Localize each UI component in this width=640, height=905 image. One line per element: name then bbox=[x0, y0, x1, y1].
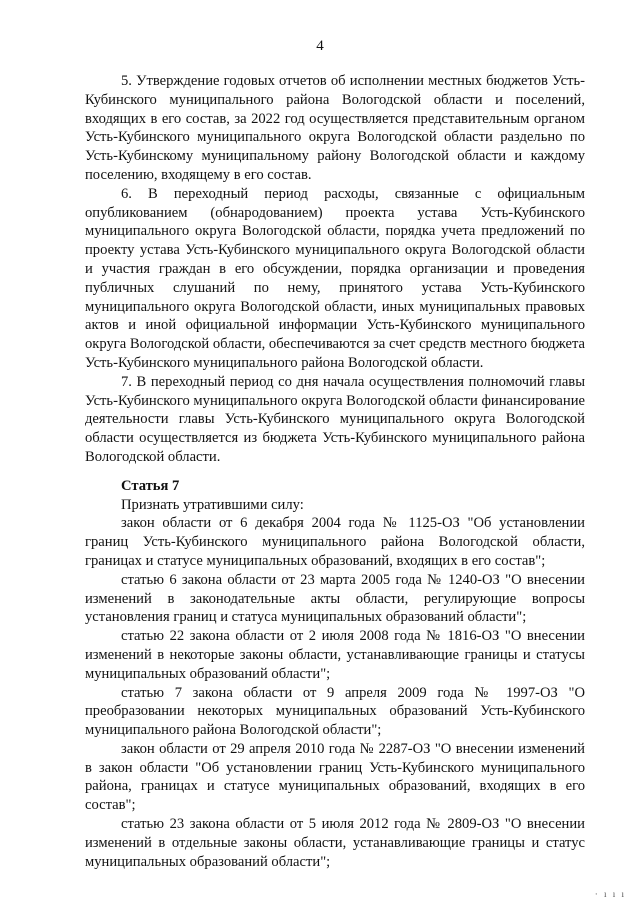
repealed-item: статью 23 закона области от 5 июля 2012 года № 2809-ОЗ "О внесении изменений в отдельные законы области, устанавливающие границы и статус муниципальных образований области"; bbox=[85, 816, 585, 870]
article-heading: Статья 7 bbox=[121, 477, 180, 494]
repealed-item: закон области от 6 декабря 2004 года № 1125-ОЗ "Об установлении границ Усть-Кубинского муниципального района Вологодской области, границах и статусе муниципальных образований, входящих в его состав"; bbox=[85, 515, 585, 569]
document-body bbox=[85, 72, 585, 871]
page-number: 4 bbox=[316, 38, 324, 54]
repealed-item: закон области от 29 апреля 2010 года № 2287-ОЗ "О внесении изменений в закон области "Об установлении границ Усть-Кубинского муниципального района, границах и статусе муниципальных образований, входящих в его состав"; bbox=[85, 740, 585, 814]
repealed-item: статью 7 закона области от 9 апреля 2009 года № 1997-ОЗ "О преобразовании некоторых муниципальных образований Усть-Кубинского муниципального района Вологодской области"; bbox=[85, 684, 585, 739]
paragraph-7: 7. В переходный период со дня начала осуществления полномочий главы Усть-Кубинского муниципального округа Вологодской области финансирование деятельности главы Усть-Кубинского муниципального округа Вологодской области осуществляется из бюджета Усть-Кубинского муниципального района Вологодской области. bbox=[85, 373, 585, 465]
article-intro: Признать утратившими силу: bbox=[121, 496, 304, 513]
repealed-item: статью 22 закона области от 2 июля 2008 года № 1816-ОЗ "О внесении изменений в некоторые законы области, устанавливающие границы и статусы муниципальных образований области"; bbox=[85, 628, 585, 682]
paragraph-6: 6. В переходный период расходы, связанные с официальным опубликованием (обнародованием) проекта устава Усть-Кубинского муниципального округа Вологодской области, порядка учета предложений по проекту устава Усть-Кубинского муниципального округа Вологодской области и участия граждан в его обсуждении, порядка организации и проведения публичных слушаний по нему, принятого устава Усть-Кубинского муниципального округа Вологодской области, иных муниципальных правовых актов и иной официальной информации Усть-Кубинского муниципального округа Вологодской области, обеспечиваются за счет средств местного бюджета Усть-Кубинского муниципального района Вологодской области. bbox=[85, 185, 585, 371]
repealed-item: статью 6 закона области от 23 марта 2005 года № 1240-ОЗ "О внесении изменений в законодательные акты области, регулирующие вопросы установления границ и статуса муниципальных образований области"; bbox=[85, 571, 585, 626]
paragraph-5: 5. Утверждение годовых отчетов об исполнении местных бюджетов Усть-Кубинского муниципального района Вологодской области и поселений, входящих в его состав, за 2022 год осуществляется представительным органом Усть-Кубинского муниципального округа Вологодской области раздельно по Усть-Кубинскому муниципальному району Вологодской области и каждому поселению, входящему в его состав. bbox=[85, 73, 585, 183]
scan-marks: · ı ı ı bbox=[594, 889, 626, 899]
